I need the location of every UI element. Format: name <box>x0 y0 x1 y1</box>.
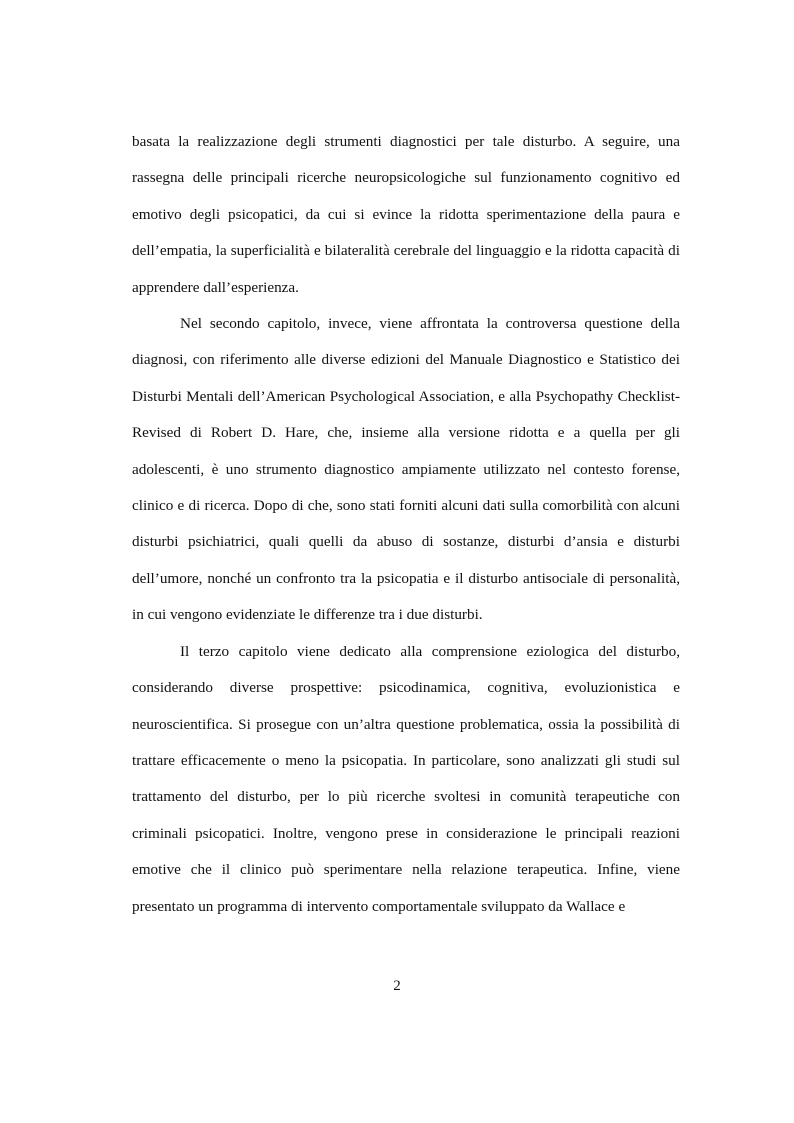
paragraph-second-chapter: Nel secondo capitolo, invece, viene affrontata la controversa questione della diagnosi, con riferimento alle diverse edizioni del Manuale Diagnostico e Statistico dei Disturbi Mentali dell’American Psychological Association, e alla Psychopathy Checklist-Revised di Robert D. Hare, che, insieme alla versione ridotta e a quella per gli adolescenti, è uno strumento diagnostico ampiamente utilizzato nel contesto forense, clinico e di ricerca. Dopo di che, sono stati forniti alcuni dati sulla comorbilità con alcuni disturbi psichiatrici, quali quelli da abuso di sostanze, disturbi d’ansia e disturbi dell’umore, nonché un confronto tra la psicopatia e il disturbo antisociale di personalità, in cui vengono evidenziate le differenze tra i due disturbi. <box>132 315 680 624</box>
paragraph-third-chapter: Il terzo capitolo viene dedicato alla comprensione eziologica del disturbo, considerando diverse prospettive: psicodinamica, cognitiva, evoluzionistica e neuroscientifica. Si prosegue con un’altra questione problematica, ossia la possibilità di trattare efficacemente o meno la psicopatia. In particolare, sono analizzati gli studi sul trattamento del disturbo, per lo più ricerche svoltesi in comunità terapeutiche con criminali psicopatici. Inoltre, vengono prese in considerazione le principali reazioni emotive che il clinico può sperimentare nella relazione terapeutica. Infine, viene presentato un programma di intervento comportamentale sviluppato da Wallace e <box>132 642 680 915</box>
body-text <box>132 124 680 925</box>
paragraph-continuation: basata la realizzazione degli strumenti diagnostici per tale disturbo. A seguire, una rassegna delle principali ricerche neuropsicologiche sul funzionamento cognitivo ed emotivo degli psicopatici, da cui si evince la ridotta sperimentazione della paura e dell’empatia, la superficialità e bilateralità cerebrale del linguaggio e la ridotta capacità di apprendere dall’esperienza. <box>132 133 680 296</box>
page-number: 2 <box>393 978 401 994</box>
